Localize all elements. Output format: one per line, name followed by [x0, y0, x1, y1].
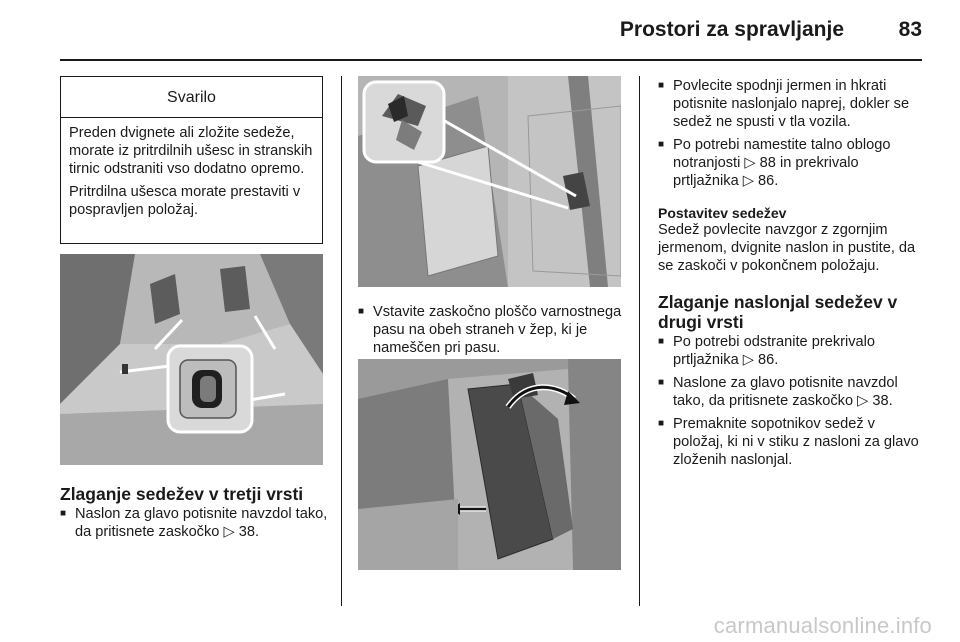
page-title: Prostori za spravljanje [619, 18, 844, 41]
subheading-seat-setup: Postavitev sedežev [658, 205, 787, 221]
para-seat-setup: Sedež povlecite navzgor z zgornjim jermenom, dvignite naslon in pustite, da se zaskoči v pokončnem položaju. [658, 222, 916, 274]
figure-fold-seat [358, 359, 621, 570]
heading-second-row: Zlaganje naslonjal sedežev v drugi vrsti [658, 292, 898, 332]
heading-third-row: Zlaganje sedežev v tretji vrsti [60, 484, 304, 504]
page-header [60, 0, 922, 62]
page-number: 83 [898, 18, 922, 41]
bullet-floor-cover: ■ Po potrebi namestite talno oblogo notranjosti ▷ 88 in prekrivalo prtljažnika ▷ 86. [658, 136, 924, 190]
bullet-headrest-down: ■ Naslon za glavo potisnite navzdol tako, da pritisnete zaskočko ▷ 38. [60, 505, 330, 541]
figure-seatbelt-pocket [358, 76, 621, 287]
warning-text-1: Preden dvignete ali zložite sedeže, morate iz pritrdilnih ušesc in stranskih tirnic odstraniti vso dodatno opremo. [69, 125, 313, 177]
warning-box [60, 76, 323, 244]
figure-headrest-latch [60, 254, 323, 465]
column-divider-left [341, 76, 342, 606]
column-divider-right [639, 76, 640, 606]
bullet-headrests-down: ■ Naslone za glavo potisnite navzdol tako, da pritisnete zaskočko ▷ 38. [658, 374, 924, 410]
bullet-pull-strap: ■ Povlecite spodnji jermen in hkrati potisnite naslonjalo naprej, dokler se sedež ne spusti v tla vozila. [658, 77, 924, 131]
warning-title: Svarilo [61, 77, 322, 118]
bullet-remove-cover: ■ Po potrebi odstranite prekrivalo prtljažnika ▷ 86. [658, 333, 924, 369]
watermark: carmanualsonline.info [713, 613, 932, 638]
warning-text-2: Pritrdilna ušesca morate prestaviti v pospravljen položaj. [69, 184, 301, 218]
bullet-seatbelt-pocket: ■ Vstavite zaskočno ploščo varnostnega pasu na obeh straneh v žep, ki je nameščen pri pasu. [358, 303, 630, 357]
header-rule [60, 59, 922, 61]
bullet-move-passenger-seat: ■ Premaknite sopotnikov sedež v položaj, ki ni v stiku z nasloni za glavo zloženih naslonjal. [658, 415, 924, 469]
